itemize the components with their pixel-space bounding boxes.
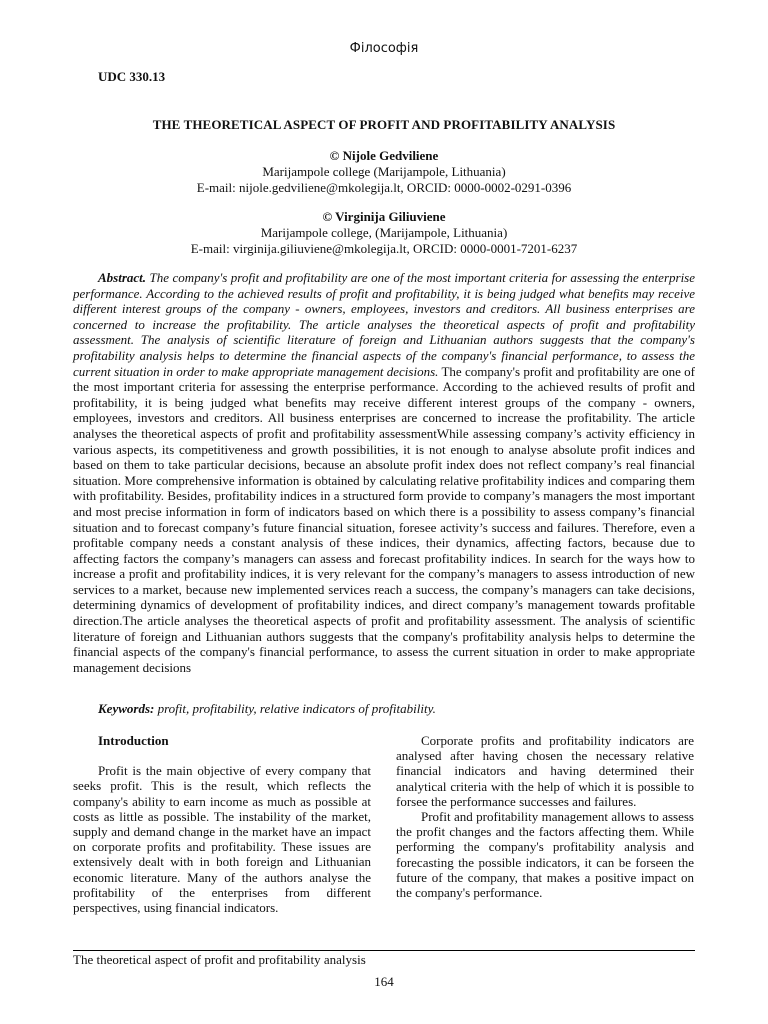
intro-paragraph: Profit and profitability management allows to assess the profit changes and the factors affecting them. While performing the company's profitability analysis and forecasting the possible indicators, it can be forseen the future of the company, that makes a positive impact on the company's performance. [396,809,694,901]
author-name: © Virginija Giliuviene [322,209,446,224]
abstract-label: Abstract. [98,270,147,285]
running-head: Філософія [349,41,419,56]
abstract-italic-text: The company's profit and profitability are one of the most important criteria for assessing the enterprise performance. According to the achieved results of profit and profitability, it is being judged what benefits may receive different interest groups of the company - owners, employees, investors and creditors. All business enterprises are concerned to increase the profitability. The article analyses the theoretical aspects of profit and profitability assessment. The analysis of scientific literature of foreign and Lithuanian authors suggests that the company's profitability analysis helps to determine the financial aspects of the company's financial performance, to assess the current situation in order to make appropriate management decisions. [73,270,696,379]
section-heading-introduction: Introduction [98,733,169,748]
journal-page [73,0,695,1024]
intro-paragraph: Corporate profits and profitability indicators are analysed after having chosen the necessary relative financial indicators and having determined their analytical criteria with the help of which it is possible to forsee the performance successes and failures. [396,733,694,809]
author-block-1 [73,148,695,196]
keywords [98,701,695,717]
author-affiliation: Marijampole college, (Marijampole, Lithuania) [260,225,508,240]
author-block-2 [73,209,695,257]
abstract-body-text: The company's profit and profitability are one of the most important criteria for assessing the enterprise performance. According to the achieved results of profit and profitability, it is being judged what benefits may receive different interest groups of the company - owners, employees, investors and creditors. All business enterprises are concerned to increase the profitability. The article analyses the theoretical aspects of profit and profitability assessmentWhile assessing company’s activity efficiency in various aspects, its competitiveness and growth possibilities, it is not enough to analyse absolute profit indices and based on them to take particular decisions, because an absolute profit index does not reflect company’s real financial situation. More comprehensive information is obtained by calculating relative profitability indices and comparing them with profitability. Besides, profitability indices in a structured form provide to company’s managers the most important and most precise information in form of indicators based on which there is a possibility to assess company’s financial situation and to forecast company’s future financial situation, foresee activity’s success and failures. Therefore, even a profitable company needs a constant analysis of these indices, their dynamics, affecting factors, because due to affecting factors the company’s managers can assess and forecast profitability indices. In search for the ways how to increase a profit and profitability indices, it is very relevant for the company’s managers to assess introduction of new services to a market, because new implemented services reach a success, the company’s managers can take decisions, determining dynamics of development of profitability indices, and direct company’s management towards profitable direction.The article analyses the theoretical aspects of profit and profitability assessment. The analysis of scientific literature of foreign and Lithuanian authors suggests that the company's profitability analysis helps to determine the financial aspects of the company's financial performance, to assess the current situation in order to make appropriate management decisions [73,363,696,675]
intro-paragraph: Profit is the main objective of every company that seeks profit. This is the result, which reflects the company's ability to earn income as much as possible at costs as little as possible. The instability of the market, supply and demand change in the market have an impact on corporate profits and profitability. These issues are extensively dealt with in both foreign and Lithuanian economic literature. Many of the authors analyse the profitability of the enterprises from different perspectives, using financial indicators. [73,763,371,916]
page-number: 164 [374,974,394,989]
author-name: © Nijole Gedviliene [329,148,439,163]
keywords-label: Keywords: [98,701,155,716]
article-title: THE THEORETICAL ASPECT OF PROFIT AND PROFITABILITY ANALYSIS [152,117,616,132]
udc-code: UDC 330.13 [98,69,166,84]
footer-running-title: The theoretical aspect of profit and profitability analysis [73,952,366,967]
column-left [73,733,371,915]
author-contact: E-mail: nijole.gedviliene@mkolegija.lt, ORCID: 0000-0002-0291-0396 [196,180,572,195]
abstract [73,270,695,675]
keywords-text: profit, profitability, relative indicators of profitability. [157,701,436,716]
footer-divider [73,950,695,951]
author-contact: E-mail: virginija.giliuviene@mkolegija.lt, ORCID: 0000-0001-7201-6237 [190,241,578,256]
author-affiliation: Marijampole college (Marijampole, Lithuania) [262,164,506,179]
column-right [396,733,694,900]
